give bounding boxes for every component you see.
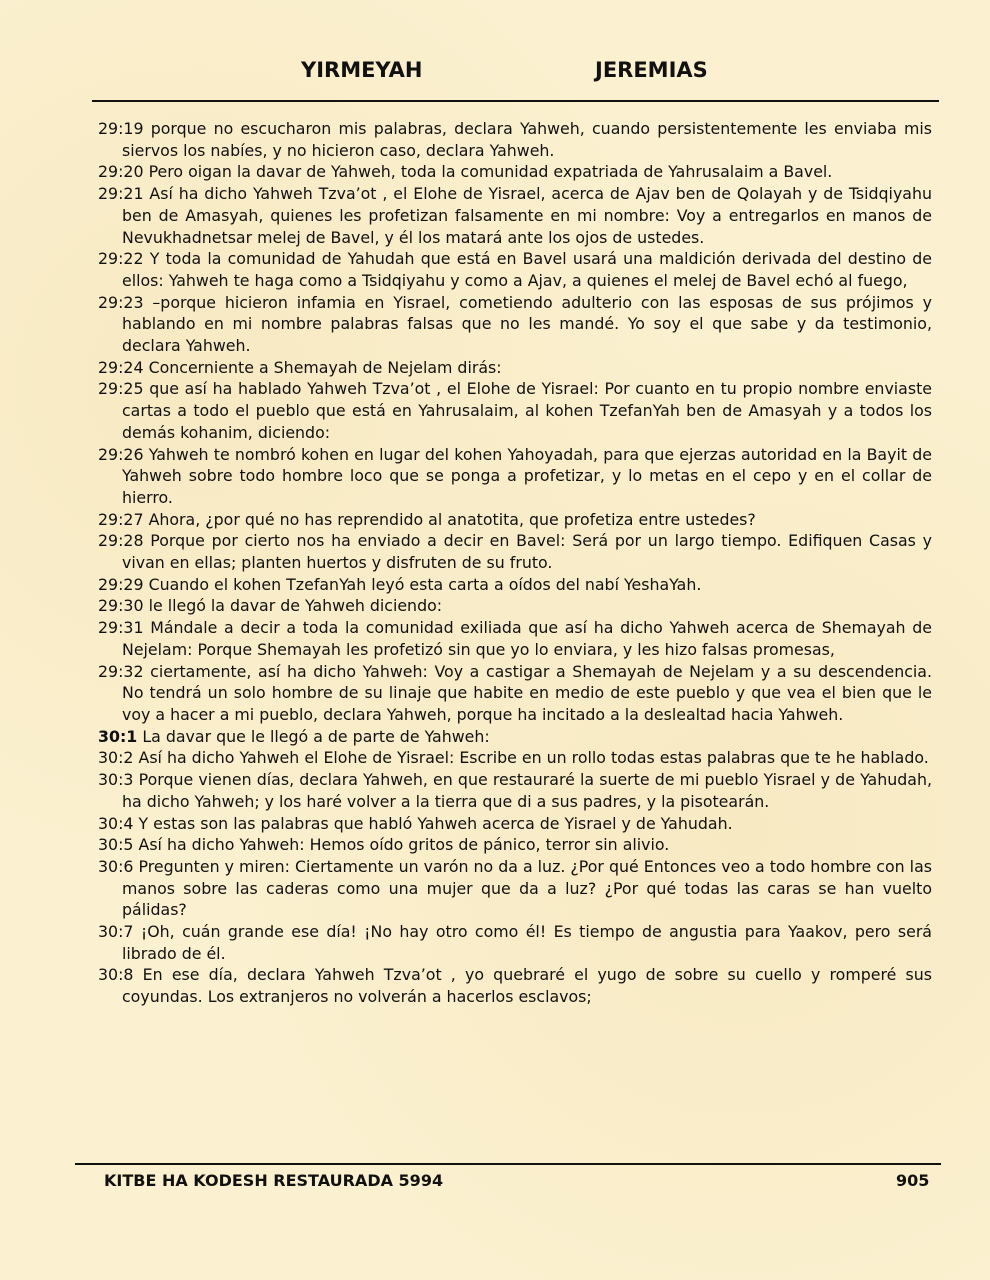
verse [98,834,932,856]
verse-text: Pregunten y miren: Ciertamente un varón no da a luz. ¿Por qué Entonces veo a todo hombre con las manos sobre las caderas como una mujer que da a luz? ¿Por qué todas las caras se han vuelto pálidas? [122,856,932,920]
verse-reference: 29:20 [98,162,144,182]
footer-divider [75,1163,941,1165]
verse-text: Cuando el kohen TzefanYah leyó esta carta a oídos del nabí YeshaYah. [148,574,702,594]
verse-text: Porque por cierto nos ha enviado a decir en Bavel: Será por un largo tiempo. Edifiquen Casas y vivan en ellas; planten huertos y disfruten de su fruto. [122,531,933,573]
verse [98,509,932,531]
verse-text: Y estas son las palabras que habló Yahweh acerca de Yisrael y de Yahudah. [138,813,733,833]
verse-reference: 30:1 [98,726,138,746]
verse [98,357,932,379]
verse [98,617,932,660]
verse [98,378,932,443]
verse-reference: 29:27 [98,509,144,529]
verse-text: ¡Oh, cuán grande ese día! ¡No hay otro como él! Es tiempo de angustia para Yaakov, pero será librado de él. [122,922,932,963]
verse [98,161,932,183]
verse [98,747,932,769]
verse-text: Pero oigan la davar de Yahweh, toda la comunidad expatriada de Yahrusalaim a Bavel. [148,162,833,182]
verse [98,661,932,726]
verse-reference: 29:22 [98,249,144,269]
verse [98,856,932,921]
verse-reference: 29:28 [98,531,144,551]
verse-text: Concerniente a Shemayah de Nejelam dirás: [148,357,502,377]
verse-reference: 29:32 [98,661,144,681]
verse-reference: 29:19 [98,119,144,138]
verse-text: La davar que le llegó a de parte de Yahweh: [142,726,490,746]
verse-text: –porque hicieron infamia en Yisrael, cometiendo adulterio con las esposas de sus prójimos y hablando en mi nombre palabras falsas que no les mandé. Yo soy el que sabe y da testimonio, declara Yahweh. [122,292,932,356]
verse-reference: 29:30 [98,596,144,616]
verse [98,769,932,812]
verse [98,292,932,357]
verse-text: Ahora, ¿por qué no has reprendido al anatotita, que profetiza entre ustedes? [148,509,756,529]
verse-reference: 29:25 [98,379,144,399]
verse-text: le llegó la davar de Yahweh diciendo: [148,596,443,616]
verse [98,964,932,1007]
verse-text: Así ha dicho Yahweh el Elohe de Yisrael: Escribe en un rollo todas estas palabras que te he hablado. [138,748,929,768]
verse [98,595,932,617]
verse-text: porque no escucharon mis palabras, declara Yahweh, cuando persistentemente les enviaba mis siervos los nabíes, y no hicieron caso, declara Yahweh. [122,119,932,160]
verse-reference: 30:6 [98,856,134,876]
header-book-hebrew: YIRMEYAH [301,58,423,82]
verse-reference: 29:26 [98,444,144,464]
verse-reference: 29:29 [98,574,144,594]
verse-text: Mándale a decir a toda la comunidad exiliada que así ha dicho Yahweh acerca de Shemayah de Nejelam: Porque Shemayah les profetizó sin que yo lo enviara, y les hizo falsas promesas, [122,618,932,659]
verse [98,183,932,248]
verse-reference: 30:4 [98,813,134,833]
verse-reference: 30:2 [98,748,134,768]
page-header [0,58,990,90]
verse-reference: 29:24 [98,357,144,377]
header-divider [92,100,939,102]
verse-text: que así ha hablado Yahweh Tzva’ot , el Elohe de Yisrael: Por cuanto en tu propio nombre enviaste cartas a todo el pueblo que está en Yahrusalaim, al kohen TzefanYah ben de Amasyah y a todos los demás kohanim, diciendo: [122,379,933,442]
verse-reference: 30:8 [98,965,134,985]
verse [98,813,932,835]
verse [98,574,932,596]
verse [98,921,932,964]
verse [98,248,932,291]
verse-text: Porque vienen días, declara Yahweh, en que restauraré la suerte de mi pueblo Yisrael y de Yahudah, ha dicho Yahweh; y los haré volver a la tierra que di a sus padres, y la pisotearán. [122,770,932,811]
verse-text: En ese día, declara Yahweh Tzva’ot , yo quebraré el yugo de sobre su cuello y romperé sus coyundas. Los extranjeros no volverán a hacerlos esclavos; [122,965,932,1007]
header-book-spanish: JEREMIAS [595,58,708,82]
verse-text: Así ha dicho Yahweh: Hemos oído gritos de pánico, terror sin alivio. [138,835,670,855]
verse-reference: 29:23 [98,292,144,312]
verse-text: ciertamente, así ha dicho Yahweh: Voy a castigar a Shemayah de Nejelam y a su descendencia. No tendrá un solo hombre de su linaje que habite en medio de este pueblo y que vea el bien que le voy a hacer a mi pueblo, declara Yahweh, porque ha incitado a la deslealtad hacia Yahweh. [122,661,932,724]
page-number: 905 [896,1171,930,1190]
verse-reference: 30:3 [98,770,134,790]
verse [98,444,932,509]
verse-reference: 29:21 [98,184,144,204]
footer-title: KITBE HA KODESH RESTAURADA 5994 [104,1171,444,1190]
verse-text: Y toda la comunidad de Yahudah que está en Bavel usará una maldición derivada del destino de ellos: Yahweh te haga como a Tsidqiyahu y como a Ajav, a quienes el melej de Bavel echó al fuego, [122,249,932,290]
verse [98,530,932,573]
verse-text: Así ha dicho Yahweh Tzva’ot , el Elohe de Yisrael, acerca de Ajav ben de Qolayah y de Tsidqiyahu ben de Amasyah, quienes les profetizan falsamente en mi nombre: Voy a entregarlos en manos de Nevukhadnetsar melej de Bavel, y él los matará ante los ojos de ustedes. [122,184,932,247]
verse-list [98,118,932,1008]
verse-reference: 30:5 [98,835,134,855]
verse-reference: 30:7 [98,922,134,942]
verse-text: Yahweh te nombró kohen en lugar del kohen Yahoyadah, para que ejerzas autoridad en la Bayit de Yahweh sobre todo hombre loco que se ponga a profetizar, y lo metas en el cepo y en el collar de hierro. [122,444,932,507]
verse [98,118,932,161]
verse-reference: 29:31 [98,618,144,638]
verse [98,726,932,748]
